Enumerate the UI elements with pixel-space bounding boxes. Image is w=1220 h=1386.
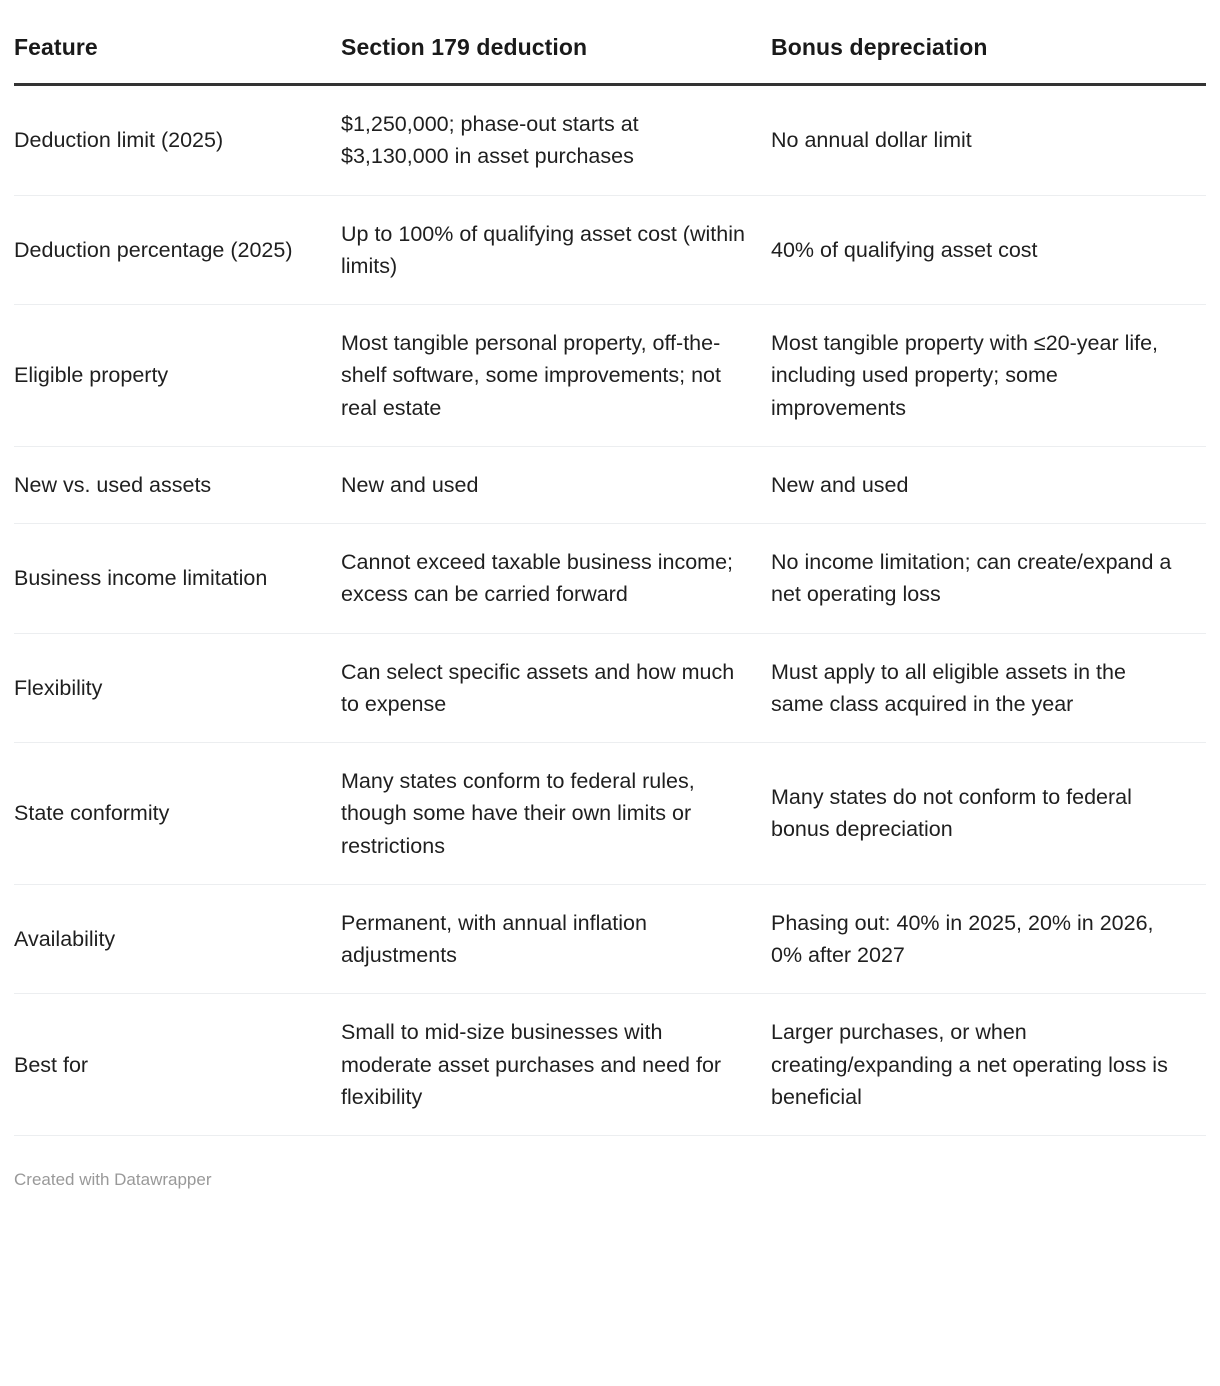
cell-feature: Eligible property — [14, 305, 341, 447]
comparison-table — [14, 34, 1206, 1136]
cell-section-179: Can select specific assets and how much to expense — [341, 633, 771, 743]
cell-bonus-depreciation: Many states do not conform to federal bonus depreciation — [771, 743, 1206, 885]
datawrapper-credit[interactable]: Created with Datawrapper — [14, 1170, 212, 1189]
table-row — [14, 85, 1206, 196]
cell-feature: Deduction limit (2025) — [14, 85, 341, 196]
cell-section-179: $1,250,000; phase-out starts at $3,130,000 in asset purchases — [341, 85, 771, 196]
cell-feature: Deduction percentage (2025) — [14, 195, 341, 305]
cell-section-179: Up to 100% of qualifying asset cost (within limits) — [341, 195, 771, 305]
table-row — [14, 994, 1206, 1136]
cell-section-179: New and used — [341, 446, 771, 523]
table-row — [14, 446, 1206, 523]
cell-section-179: Permanent, with annual inflation adjustments — [341, 884, 771, 994]
table-row — [14, 633, 1206, 743]
column-header-feature: Feature — [14, 34, 341, 85]
table-row — [14, 305, 1206, 447]
cell-feature: Flexibility — [14, 633, 341, 743]
table-row — [14, 884, 1206, 994]
column-header-section-179: Section 179 deduction — [341, 34, 771, 85]
cell-feature: Business income limitation — [14, 524, 341, 634]
cell-feature: State conformity — [14, 743, 341, 885]
cell-section-179: Most tangible personal property, off-the-shelf software, some improvements; not real estate — [341, 305, 771, 447]
cell-bonus-depreciation: New and used — [771, 446, 1206, 523]
cell-section-179: Many states conform to federal rules, though some have their own limits or restrictions — [341, 743, 771, 885]
cell-section-179: Cannot exceed taxable business income; excess can be carried forward — [341, 524, 771, 634]
cell-bonus-depreciation: No annual dollar limit — [771, 85, 1206, 196]
column-header-bonus-depreciation: Bonus depreciation — [771, 34, 1206, 85]
table-row — [14, 195, 1206, 305]
cell-bonus-depreciation: Must apply to all eligible assets in the same class acquired in the year — [771, 633, 1206, 743]
table-body — [14, 85, 1206, 1136]
table-header-row — [14, 34, 1206, 85]
table-header — [14, 34, 1206, 85]
cell-bonus-depreciation: Phasing out: 40% in 2025, 20% in 2026, 0% after 2027 — [771, 884, 1206, 994]
table-row — [14, 524, 1206, 634]
cell-bonus-depreciation: No income limitation; can create/expand a net operating loss — [771, 524, 1206, 634]
cell-bonus-depreciation: Most tangible property with ≤20-year life, including used property; some improvements — [771, 305, 1206, 447]
cell-feature: New vs. used assets — [14, 446, 341, 523]
table-row — [14, 743, 1206, 885]
cell-bonus-depreciation: Larger purchases, or when creating/expanding a net operating loss is beneficial — [771, 994, 1206, 1136]
cell-feature: Availability — [14, 884, 341, 994]
cell-section-179: Small to mid-size businesses with moderate asset purchases and need for flexibility — [341, 994, 771, 1136]
cell-bonus-depreciation: 40% of qualifying asset cost — [771, 195, 1206, 305]
cell-feature: Best for — [14, 994, 341, 1136]
